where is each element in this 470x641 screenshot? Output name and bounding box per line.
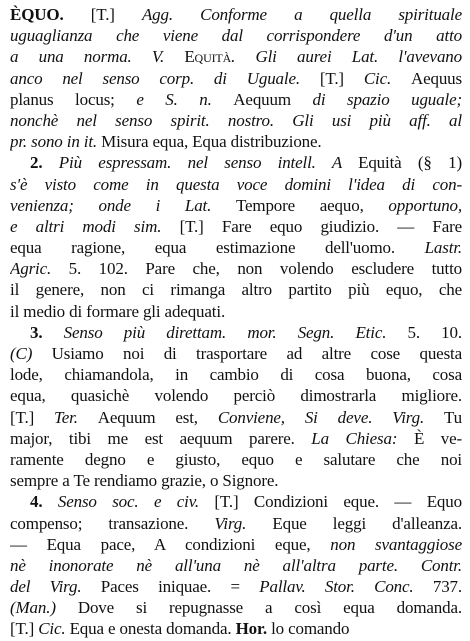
text-line [10, 470, 462, 491]
text-segment: Hor. [235, 619, 272, 639]
text-segment: 737. [432, 577, 462, 597]
text-segment: [T.] [63, 5, 142, 24]
text-segment: Eque leggi d'alleanza. [272, 513, 462, 533]
text-segment: Tu [444, 407, 462, 427]
text-line [10, 152, 462, 173]
text-line [10, 618, 462, 639]
text-line [10, 68, 462, 89]
text-line [10, 343, 462, 364]
text-segment: [T.] Fare equo giudizio. — Fare [179, 216, 462, 236]
text-segment: uguaglianza che viene dal corrispondere d'un atto [10, 26, 462, 46]
text-segment: a una norma. V. [10, 47, 185, 67]
text-segment: Pallav. Stor. Conc. [259, 577, 433, 597]
text-line [10, 25, 462, 46]
text-segment: [T.] [10, 407, 55, 427]
text-segment: il medio di formare gli adequati. [10, 301, 226, 321]
text-segment: Dove si repugnasse a così equa domanda. [77, 598, 462, 618]
text-line [10, 364, 462, 385]
text-segment: 5. 10. [407, 322, 462, 342]
text-segment: È ve- [413, 428, 462, 448]
text-line [10, 555, 462, 576]
text-line [10, 216, 462, 237]
text-segment: Aequus [410, 68, 462, 88]
text-segment: pr. sono in it. [10, 132, 102, 152]
text-segment: Cic. [363, 68, 411, 88]
text-segment: lo comando [271, 619, 350, 639]
text-segment: ramente degno e giusto, equo e salutare che noi [10, 449, 462, 469]
text-segment: . Gli aurei Lat. l'avevano [231, 47, 462, 67]
text-line [10, 385, 462, 406]
text-segment: Conviene, Si deve. Virg. [217, 407, 444, 427]
text-segment: Usiamo noi di trasportare ad altre cose questa [51, 344, 462, 363]
text-segment: 3. [30, 322, 64, 342]
text-line [10, 491, 462, 512]
text-line [10, 174, 462, 195]
text-line [10, 258, 462, 279]
text-segment: Ter. [54, 407, 98, 427]
text-segment: Più espressam. nel senso intell. A [58, 153, 359, 173]
text-segment: nè inonorate nè all'una nè all'altra parte. Contr. [10, 555, 462, 575]
text-segment: Equità (§ 1) [358, 153, 462, 173]
text-line [10, 428, 462, 449]
text-line [10, 110, 462, 131]
text-line [10, 89, 462, 110]
text-segment: Agric. [10, 259, 69, 279]
text-segment: (C) [10, 344, 52, 363]
text-line [10, 301, 462, 322]
text-segment: Paces iniquae. = [100, 577, 260, 597]
text-line [10, 237, 462, 258]
text-segment: Agg. Conforme a quella spirituale [141, 5, 462, 24]
text-segment: 4. [30, 492, 58, 512]
text-segment: equa, quasichè volendo perciò dimostrarla migliore. [10, 386, 462, 406]
text-segment: 5. 102. Pare che, non volendo escludere tutto [68, 259, 462, 279]
text-segment: nonchè nel senso spirit. nostro. Gli usi più aff. al [10, 110, 462, 130]
text-segment: (Man.) [10, 598, 78, 618]
text-line [10, 322, 462, 343]
text-segment: del Virg. [10, 577, 101, 597]
text-segment: — Equa pace, A condizioni eque, [10, 534, 331, 554]
text-segment: Aequum est, [97, 407, 218, 427]
text-segment: ÈQUO. [10, 5, 64, 24]
text-segment: lode, chiamandola, in cambio di cosa buona, cosa [10, 365, 462, 385]
text-line [10, 513, 462, 534]
text-segment: Tempore aequo, [235, 195, 389, 215]
text-segment: [T.] [10, 619, 39, 639]
text-segment: planus locus; [10, 89, 137, 109]
text-segment: venienza; onde i Lat. [10, 195, 236, 215]
text-segment: il genere, non ci rimanga altro partito più equo, che [10, 280, 462, 300]
text-segment: Virg. [214, 513, 273, 533]
text-segment: opportuno, [388, 195, 462, 215]
text-segment: Misura equa, Equa distribuzione. [101, 132, 322, 152]
text-segment: sempre a Te rendiamo grazie, o Signore. [10, 471, 279, 491]
text-line [10, 449, 462, 470]
text-segment: non svantaggiose [330, 534, 462, 554]
text-line [10, 279, 462, 300]
text-segment: compenso; transazione. [10, 513, 215, 533]
text-segment: [T.] Condizioni eque. — Equo [214, 492, 462, 512]
text-segment: Senso soc. e civ. [57, 492, 215, 512]
text-line [10, 407, 462, 428]
text-segment: s'è visto come in questa voce domini l'idea di con- [10, 174, 462, 194]
text-line [10, 131, 462, 152]
text-line [10, 576, 462, 597]
text-segment: La Chiesa: [311, 428, 414, 448]
text-segment: Senso più direttam. mor. Segn. Etic. [63, 322, 408, 342]
text-segment: [T.] [319, 68, 364, 88]
text-segment: e S. n. [136, 89, 234, 109]
text-segment: 2. [30, 153, 59, 173]
text-segment: Aequum [233, 89, 313, 109]
text-segment: Lastr. [424, 238, 462, 258]
text-segment: e altri modi sim. [10, 216, 180, 236]
text-segment: major, tibi me est aequum parere. [10, 428, 312, 448]
text-line [10, 4, 462, 25]
text-segment: di spazio uguale; [312, 89, 462, 109]
text-line [10, 597, 462, 618]
dictionary-entry-equo [10, 4, 462, 640]
text-line [10, 534, 462, 555]
text-segment: anco nel senso corp. di Uguale. [10, 68, 320, 88]
text-line [10, 195, 462, 216]
text-segment: Equa e onesta domanda. [69, 619, 236, 639]
text-segment: Cic. [38, 619, 70, 639]
text-line [10, 46, 462, 67]
text-segment: equa ragione, equa estimazione dell'uomo. [10, 238, 425, 258]
text-segment: Equità [184, 47, 232, 67]
